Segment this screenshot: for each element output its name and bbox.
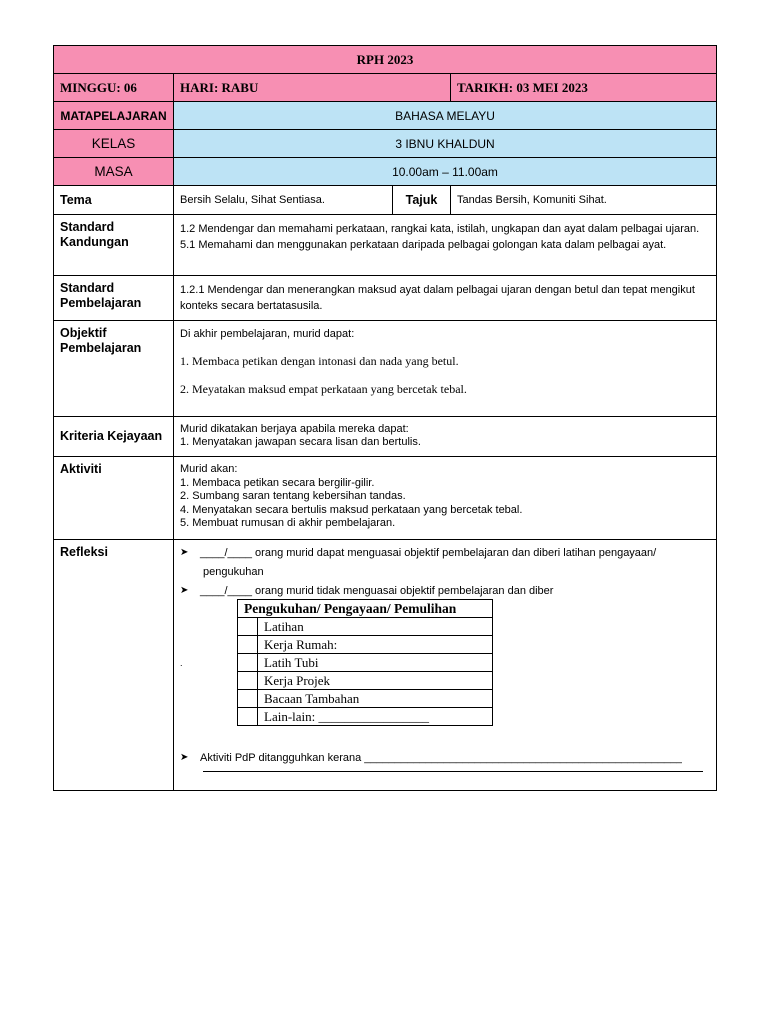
standard-kandungan-label (54, 215, 174, 276)
option-checkbox[interactable] (238, 672, 258, 690)
standard-kandungan-label-line2: Kandungan (60, 235, 129, 249)
refleksi-bullet-3 (180, 751, 710, 765)
masa-value: 10.00am – 11.00am (174, 158, 717, 186)
kelas-value: 3 IBNU KHALDUN (174, 130, 717, 158)
option-checkbox[interactable] (238, 618, 258, 636)
refleksi-bullet-2 (180, 584, 710, 598)
aktiviti-value (174, 457, 717, 540)
pengukuhan-table-title: Pengukuhan/ Pengayaan/ Pemulihan (238, 600, 493, 618)
refleksi-options-area: . Pengukuhan/ Pengayaan/ Pemulihan Latihan Kerja Rumah: Latih Tubi Kerja Projek Bacaan Tambahan Lain-lain: _________________ (180, 599, 710, 726)
standard-pembelajaran-value: 1.2.1 Mendengar dan menerangkan maksud ayat dalam pelbagai ujaran dengan betul dan tepat mengikut konteks secara bertatasusila. (174, 276, 717, 321)
option-label: Kerja Projek (258, 672, 493, 690)
aktiviti-item: 2. Sumbang saran tentang kebersihan tandas. (180, 490, 406, 502)
aktiviti-label: Aktiviti (54, 457, 174, 540)
kelas-label: KELAS (54, 130, 174, 158)
standard-pembelajaran-label-line1: Standard (60, 281, 115, 295)
rph-title: RPH 2023 (54, 46, 717, 74)
refleksi-blank-line (203, 771, 703, 772)
objektif-label (54, 321, 174, 417)
option-checkbox[interactable] (238, 708, 258, 726)
tema-label: Tema (54, 186, 174, 215)
standard-kandungan-line1: 1.2 Mendengar dan memahami perkataan, rangkai kata, istilah, ungkapan dan ayat dalam pelbagai ujaran. (180, 223, 700, 235)
matapelajaran-label: MATAPELAJARAN (54, 102, 174, 130)
tajuk-label: Tajuk (393, 186, 451, 215)
objektif-intro: Di akhir pembelajaran, murid dapat: (180, 328, 355, 340)
kriteria-line-2: 1. Menyatakan jawapan secara lisan dan bertulis. (180, 436, 421, 448)
minggu-cell: MINGGU: 06 (54, 74, 174, 102)
option-label: Latihan (258, 618, 493, 636)
objektif-item-1: 1. Membaca petikan dengan intonasi dan nada yang betul. (180, 354, 459, 368)
option-checkbox[interactable] (238, 690, 258, 708)
objektif-value (174, 321, 717, 417)
kriteria-value (174, 417, 717, 457)
aktiviti-intro: Murid akan: (180, 463, 238, 475)
standard-pembelajaran-label (54, 276, 174, 321)
refleksi-bullet-3-text: Aktiviti PdP ditangguhkan kerana ____________________________________________________ (200, 752, 683, 764)
aktiviti-item: 1. Membaca petikan secara bergilir-gilir. (180, 476, 375, 489)
pengukuhan-table (237, 599, 493, 726)
standard-kandungan-line2: 5.1 Memahami dan menggunakan perkataan daripada pelbagai golongan kata dalam pelbagai ayat. (180, 239, 667, 251)
tajuk-value: Tandas Bersih, Komuniti Sihat. (451, 186, 717, 215)
matapelajaran-value: BAHASA MELAYU (174, 102, 717, 130)
option-checkbox[interactable] (238, 654, 258, 672)
tarikh-cell: TARIKH: 03 MEI 2023 (451, 74, 717, 102)
aktiviti-item: 5. Membuat rumusan di akhir pembelajaran. (180, 517, 396, 529)
refleksi-label: Refleksi (54, 540, 174, 791)
hari-cell: HARI: RABU (174, 74, 451, 102)
refleksi-bullet-1-text: ____/____ orang murid dapat menguasai objektif pembelajaran dan diberi latihan pengayaan/ (200, 547, 657, 559)
option-label: Latih Tubi (258, 654, 493, 672)
standard-kandungan-value (174, 215, 717, 276)
refleksi-value (174, 540, 717, 791)
kriteria-line-1: Murid dikatakan berjaya apabila mereka dapat: (180, 423, 409, 435)
arrow-bullet-icon: ➤ (180, 585, 189, 596)
rph-table (53, 45, 717, 791)
refleksi-bullet-1-cont: pengukuhan (203, 566, 264, 578)
standard-pembelajaran-label-line2: Pembelajaran (60, 296, 142, 310)
standard-kandungan-label-line1: Standard (60, 220, 115, 234)
objektif-label-line2: Pembelajaran (60, 341, 142, 355)
masa-label: MASA (54, 158, 174, 186)
option-label: Lain-lain: _________________ (258, 708, 493, 726)
aktiviti-item: 4. Menyatakan secara bertulis maksud perkataan yang bercetak tebal. (180, 503, 523, 516)
objektif-label-line1: Objektif (60, 326, 107, 340)
option-label: Kerja Rumah: (258, 636, 493, 654)
objektif-item-2: 2. Meyatakan maksud empat perkataan yang bercetak tebal. (180, 382, 467, 396)
refleksi-bullet-2-text: ____/____ orang murid tidak menguasai objektif pembelajaran dan diber (200, 585, 554, 597)
refleksi-bullet-1 (180, 546, 710, 560)
arrow-bullet-icon: ➤ (180, 547, 189, 558)
tema-value: Bersih Selalu, Sihat Sentiasa. (174, 186, 393, 215)
kriteria-label: Kriteria Kejayaan (54, 417, 174, 457)
option-checkbox[interactable] (238, 636, 258, 654)
option-label: Bacaan Tambahan (258, 690, 493, 708)
arrow-bullet-icon: ➤ (180, 752, 189, 763)
rph-document (53, 45, 716, 791)
